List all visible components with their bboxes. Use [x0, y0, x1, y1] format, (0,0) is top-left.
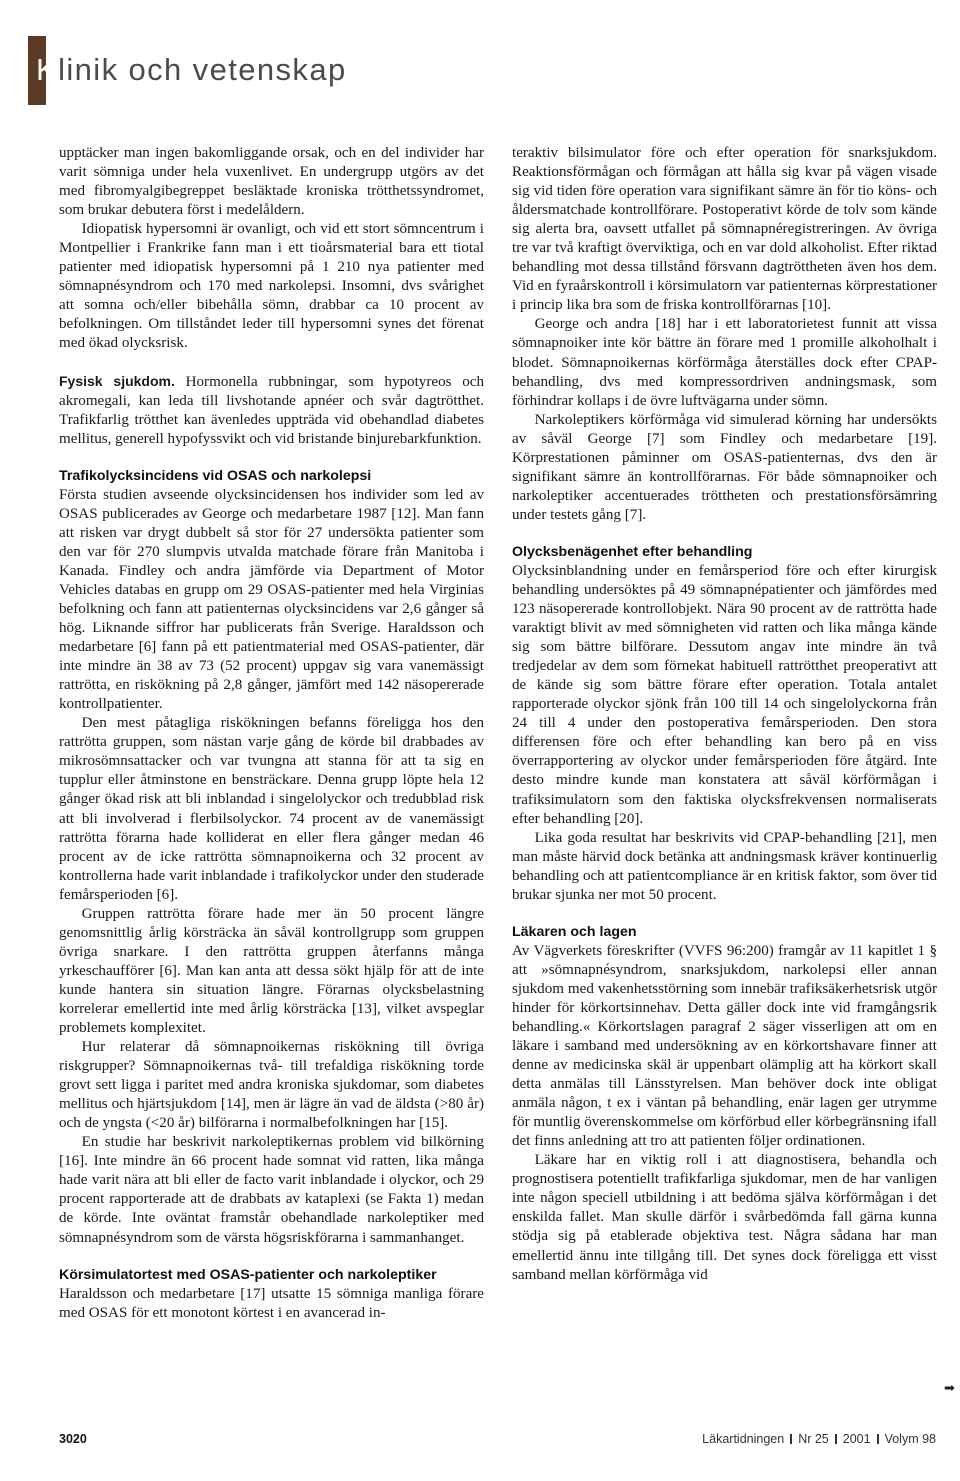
left-paragraph-1: upptäcker man ingen bakomliggande orsak, och en del individer har varit sömniga under hela vuxenlivet. En undergrupp utgörs av det med fibromyalgibegreppet besläktade kroniska trötthetssyndromet, som brukar debutera först i medelåldern.: [59, 145, 484, 219]
left-paragraph-7: Hur relaterar då sömnapnoikernas riskökning till övriga riskgrupper? Sömnapnoikernas två- till trefaldiga riskökning torde grovt sett ligga i paritet med andra kroniska sjukdomar, som diabetes mellitus och hjärtsjukdom [14], men är lägre än vad de äldsta (>80 år) och de yngsta (<20 år) bilförarna i normalbefolkningen har [15].: [59, 1039, 484, 1132]
page-header: [0, 0, 960, 105]
continue-arrow-icon: ➡: [944, 1381, 955, 1396]
left-paragraph-6: Gruppen rattrötta förare hade mer än 50 procent längre genomsnittlig årlig körsträcka än såväl kontrollgrupp som gruppen övriga snarkare. I den rattrötta gruppen återfanns många yrkeschaufförer [6]. Man kan anta att dessa sökt hjälp för att de inte kunde hantera sin situation längre. Förarnas olycksbelastning korrelerar emellertid inte med årlig körsträcka [13], vilket avspeglar problemets komplexitet.: [59, 905, 484, 1037]
right-paragraph-7: Läkare har en viktig roll i att diagnostisera, behandla och prognostisera potentiellt trafikfarliga sjukdomar, men de har vanligen inte någon speciell utbildning i att bedöma själva körförmågan i det enskilda fallet. Man skulle därför i svårbedömda fall gärna kunna stödja sig på etablerade objektiva test. Några sådana har man emellertid ännu inte tillgång till. Det synes dock föreligga ett visst samband mellan körförmåga vid: [512, 1152, 937, 1283]
heading-olycksbenagenhet: Olycksbenägenhet efter behandling: [512, 543, 753, 560]
right-paragraph-2: George och andra [18] har i ett laboratorietest funnit att vissa sömnapnoiker inte kör bättre än förare med 1 promille alkoholhalt i blodet. Sömnapnoikernas körförmåga återställes dock efter CPAP-behandling, dvs med kompressordriven andningsmask, som förhindrar kollaps i de övre luftvägarna under sömn.: [512, 316, 937, 409]
right-paragraph-6: Av Vägverkets föreskrifter (VVFS 96:200) framgår av 11 kapitlet 1 § att »sömnapnésyndrom, snarksjukdom, narkolepsi eller annan sjukdom med vakenhetsstörning som innebär trafiksäkerhetsrisk utgör hinder för körkortsinnehav. Detta gäller dock inte vid framgångsrik behandling.« Körkortslagen paragraf 2 säger visserligen att om en läkare i samband med undersökning av en körkortshavare finner att denne av medicinska skäl är uppenbart olämplig att ha körkort skall detta anmälas till Länsstyrelsen. Man behöver dock inte obligat anmäla någon, t ex i väntan på behandling, enär lagen ger utrymme för muntlig överenskommelse om körförbud eller körbegränsning ifall det finns anledning att tro att patienten följer ordinationen.: [512, 942, 937, 1150]
journal-year: 2001: [842, 1432, 871, 1446]
separator-bar: [790, 1434, 792, 1444]
left-column: [59, 144, 484, 1323]
left-paragraph-2: Idiopatisk hypersomni är ovanligt, och vid ett stort sömncentrum i Montpellier i Frankrike fann man i ett tioårsmaterial bara ett tiotal patienter med idiopatisk hypersomni på 1 210 nya patienter med sömnapnésyndrom och 170 med narkolepsi. Insomni, dvs svårighet att somna och/eller bibehålla sömn, drabbar ca 10 procent av befolkningen. Om tillståndet leder till hypersomni synes det förenat med ökad olycksrisk.: [59, 221, 484, 352]
separator-bar: [835, 1434, 837, 1444]
section-title-rest: linik och vetenskap: [58, 52, 347, 87]
right-column: [512, 144, 937, 1285]
left-paragraph-3: [59, 372, 484, 449]
left-paragraph-3-text: Hormonella rubbningar, som hypotyreos och akromegali, kan leda till livshotande apnéer och svår dagtrötthet. Trafikfarlig trötthet kan ävenledes uppträda vid obehandlad diabetes mellitus, generell hypofyssvikt och vid bristande binjurebarkfunktion.: [59, 373, 485, 447]
journal-volume: Volym 98: [884, 1432, 936, 1446]
page-footer: [0, 1432, 960, 1452]
section-title: [36, 52, 347, 88]
heading-lakaren-och-lagen: Läkaren och lagen: [512, 923, 637, 940]
heading-trafikolycksincidens: Trafikolycksincidens vid OSAS och narkolepsi: [59, 467, 372, 484]
right-paragraph-3: Narkoleptikers körförmåga vid simulerad körning har undersökts av såväl George [7] som Findley och medarbetare [19]. Körprestationen påminner om OSAS-patienternas, dvs den är signifikant sämre än kontrollförarnas. För både sömnapnoiker och narkoleptiker accentuerades tröttheten och prestationsförsämring under testets gång [7].: [512, 411, 937, 523]
journal-info: [702, 1432, 936, 1446]
left-paragraph-5: Den mest påtagliga riskökningen befanns föreligga hos den rattrötta gruppen, som nästan varje gång de körde bil drabbades av mikrosömnsattacker och var tvungna att stanna för att ta sig en tupplur eller åtminstone en bensträckare. Denna grupp löpte hela 12 gånger ökad risk att bli inblandad i singelolyckor och tredubblad risk att bli involverad i flerbilsolyckor. 74 procent av de vanemässigt rattrötta förarna hade kolliderat en eller flera gånger medan 46 procent av de icke rattrötta sömnapnoikerna och 32 procent av kontrollerna hade varit inblandade i trafikolyckor under den studerade femårsperioden [6].: [59, 715, 484, 903]
separator-bar: [877, 1434, 879, 1444]
runin-heading-fysisk-sjukdom: Fysisk sjukdom.: [59, 372, 175, 389]
section-title-initial: K: [36, 52, 59, 87]
left-paragraph-9: Haraldsson och medarbetare [17] utsatte 15 sömniga manliga förare med OSAS för ett monotont körtest i en avancerad in-: [59, 1285, 484, 1321]
right-paragraph-4: Olycksinblandning under en femårsperiod före och efter kirurgisk behandling undersöktes på 49 sömnapnépatienter och jämfördes med 123 näsopererade kontrollobjekt. Nära 90 procent av de rattrötta hade varaktigt blivit av med sömnigheten vid ratten och lika många kände sig som bättre bilförare. Dessutom angav inte mindre än två tredjedelar av dem som förnekat habituell rattrötthet preoperativt att de kände sig som bättre förare efter operation. Totala antalet rapporterade olyckor sjönk från 100 till 14 och singelolyckorna från 24 till 4 under den postoperativa femårsperioden. Den stora differensen före och efter behandling kan bero på en viss överrapportering av olyckor under femårsperioden före åtgärd. Inte desto mindre kunde man konstatera att såväl körförmågan i trafiksimulatorn som den faktiska olycksfrekvensen normaliserats efter behandling [20].: [512, 562, 937, 827]
right-paragraph-5: Lika goda resultat har beskrivits vid CPAP-behandling [21], men man måste härvid dock betänka att andningsmask kräver kontinuerlig behandling och att patientcompliance är en kritisk faktor, som över tid brukar sjunka ner mot 50 procent.: [512, 829, 937, 903]
heading-korsimulatortest: Körsimulatortest med OSAS-patienter och narkoleptiker: [59, 1266, 437, 1283]
journal-issue: Nr 25: [798, 1432, 829, 1446]
left-paragraph-8: En studie har beskrivit narkoleptikernas problem vid bilkörning [16]. Inte mindre än 66 procent hade somnat vid ratten, lika många hade varit nära att bli eller de facto varit inblandade i olyckor, och 29 procent rapporterade att de drabbats av kataplexi (se Fakta 1) medan de körde. Inte oväntat framstår obehandlade narkoleptiker med sömnapnésyndrom som de värsta högsriskförarna i sammanhanget.: [59, 1134, 484, 1246]
right-paragraph-1: teraktiv bilsimulator före och efter operation för snarksjukdom. Reaktionsförmågan och förmågan att hålla sig kvar på vägen visade sig vid tiden före operation vara signifikant sämre än för tio köns- och åldersmatchade kontrollförare. Postoperativt körde de tolv som kände sig alerta bra, oavsett utfallet på sömnapnéregistreringen. Av övriga tre var två kraftigt överviktiga, och en var dold alkoholist. Efter riktad behandling mot dessa tillstånd försvann dagtröttheten även hos dem. Vid en fyraårskontroll i körsimulatorn var patienternas körprestationer i princip lika bra som de friska kontrollförarnas [10].: [512, 145, 937, 314]
left-paragraph-4: Första studien avseende olycksincidensen hos individer som led av OSAS publicerades av George och medarbetare 1987 [12]. Man fann att risken var drygt dubbelt så stor för 27 undersökta patienter som den var för 270 slumpvis utvalda matchade förare från Manitoba i Kanada. Findley och andra jämförde via Department of Motor Vehicles databas en grupp om 29 OSAS-patienter med hela Virginias befolkning och fann att patienternas olycksincidens var 2,6 gånger så hög. Liknande siffror har publicerats från Sverige. Haraldsson och medarbetare [6] fann på ett patientmaterial med OSAS-patienter, där inte mindre än 38 av 73 (52 procent) uppgav sig vara vanemässigt rattrötta, en riskökning på 2,8 gånger, jämfört med 142 näsopererade kontrollpatienter.: [59, 486, 484, 713]
page-number: 3020: [59, 1432, 87, 1446]
journal-name: Läkartidningen: [702, 1432, 785, 1446]
